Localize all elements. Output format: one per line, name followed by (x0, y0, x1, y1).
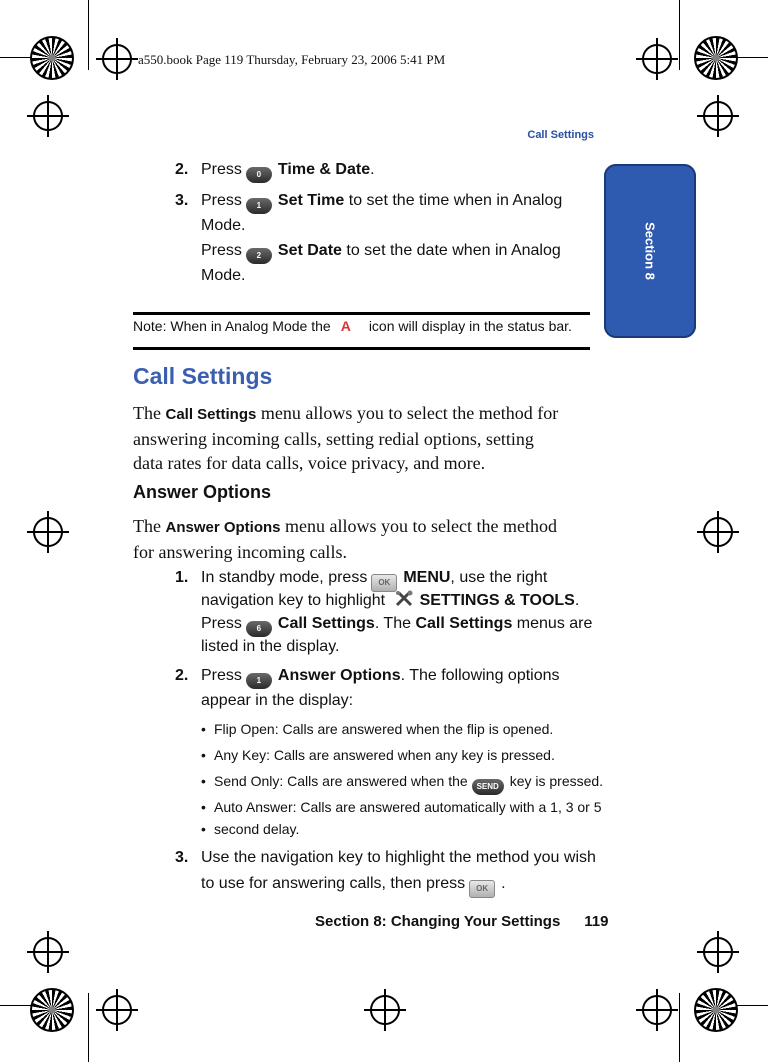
section-tab-label: Section 8 (642, 222, 658, 280)
step-text: listed in the display. (201, 638, 340, 655)
section-title: Call Settings (133, 363, 273, 389)
divider (133, 312, 590, 315)
registration-mark-icon (33, 517, 63, 547)
step-number: 3. (175, 192, 189, 209)
bullet-text: Send Only: Calls are answered when the (214, 773, 468, 789)
para-text: for answering incoming calls. (133, 542, 347, 562)
step-text: navigation key to highlight (201, 592, 386, 609)
book-header: a550.book Page 119 Thursday, February 23, 2006 5:41 PM (138, 52, 446, 67)
footer-label: Section 8: Changing Your Settings (315, 913, 561, 930)
note-text: icon will display in the status bar. (368, 318, 572, 334)
para-bold: Answer Options (165, 519, 281, 536)
registration-mark-icon (703, 517, 733, 547)
ok-key-icon: OK (469, 880, 495, 898)
para-text: The (133, 516, 161, 536)
step-bold: Answer Options (277, 667, 401, 684)
step-text: Press (201, 242, 242, 259)
para-bold: Call Settings (165, 406, 257, 423)
step-text: . (370, 161, 375, 178)
step-text: Mode. (201, 217, 246, 234)
list-item: • Any Key: Calls are answered when any key is pressed. (214, 744, 555, 766)
running-head: Call Settings (527, 129, 594, 141)
step-text: . The (374, 615, 411, 632)
step-text: . The following options (400, 667, 560, 684)
step-text: In standby mode, press (201, 569, 368, 586)
step-text: to set the date when in Analog (346, 242, 561, 259)
step-text: . (574, 592, 580, 609)
key-1-icon: 1 (246, 198, 272, 214)
step-text: Press (201, 667, 242, 684)
registration-mark-icon (703, 937, 733, 967)
step-bold: Call Settings (277, 615, 375, 632)
section-tab (604, 164, 696, 338)
crop-mark (679, 993, 680, 1062)
key-0-icon: 0 (246, 167, 272, 183)
step-number: 1. (175, 569, 189, 586)
page-footer (315, 913, 609, 930)
divider (133, 347, 590, 350)
step-text: . (501, 875, 506, 892)
step-text: , use the right (450, 569, 548, 586)
registration-mark-icon (642, 44, 672, 74)
para-text: data rates for data calls, voice privacy, and more. (133, 453, 486, 473)
registration-mark-icon (33, 101, 63, 131)
para-text: menu allows you to select the method for (260, 403, 559, 423)
key-2-icon: 2 (246, 248, 272, 264)
para-text: The (133, 403, 161, 423)
registration-mark-icon (703, 101, 733, 131)
color-target-icon (30, 36, 74, 80)
send-key-icon: SEND (472, 779, 504, 795)
crop-mark (88, 993, 89, 1062)
settings-tools-icon (394, 590, 416, 608)
ok-key-icon: OK (371, 574, 397, 592)
step-bold: Time & Date (277, 161, 371, 178)
para-text: answering incoming calls, setting redial options, setting (133, 429, 534, 449)
crop-mark (88, 0, 89, 70)
crop-mark (679, 0, 680, 70)
step-bold: Set Time (277, 192, 345, 209)
page-number: 119 (584, 913, 609, 930)
step-bold: Set Date (277, 242, 342, 259)
para-text: menu allows you to select the method (285, 516, 557, 536)
step-text: to set the time when in Analog (348, 192, 563, 209)
registration-mark-icon (370, 995, 400, 1025)
registration-mark-icon (102, 995, 132, 1025)
registration-mark-icon (33, 937, 63, 967)
step-number: 3. (175, 849, 189, 866)
key-1-icon: 1 (246, 673, 272, 689)
step-text: Press (201, 615, 242, 632)
key-6-icon: 6 (246, 621, 272, 637)
step-text: Use the navigation key to highlight the method you wish (201, 849, 596, 866)
list-item: • Flip Open: Calls are answered when the flip is opened. (214, 718, 553, 740)
analog-mode-icon: A (340, 318, 351, 334)
registration-mark-icon (642, 995, 672, 1025)
bullet-text: key is pressed. (509, 773, 604, 789)
step-text: Mode. (201, 267, 246, 284)
color-target-icon (694, 988, 738, 1032)
step-bold: SETTINGS & TOOLS (419, 592, 575, 609)
color-target-icon (30, 988, 74, 1032)
note (133, 318, 572, 334)
list-item: • Auto Answer: Calls are answered automatically with a 1, 3 or 5 (214, 796, 602, 818)
step-number: 2. (175, 667, 189, 684)
step-text: to use for answering calls, then press (201, 875, 466, 892)
step-text: appear in the display: (201, 692, 354, 709)
color-target-icon (694, 36, 738, 80)
step-text: Press (201, 161, 242, 178)
list-item-continuation: • second delay. (214, 818, 299, 840)
intro-paragraph (133, 401, 593, 475)
step-text: Press (201, 192, 242, 209)
note-text: Note: When in Analog Mode the (133, 318, 331, 334)
subhead: Answer Options (133, 482, 272, 502)
step-bold: MENU (403, 569, 451, 586)
registration-mark-icon (102, 44, 132, 74)
answer-paragraph (133, 514, 593, 564)
step-number: 2. (175, 161, 189, 178)
step-bold: Call Settings (415, 615, 513, 632)
list-item (214, 770, 603, 795)
step-text: menus are (516, 615, 593, 632)
